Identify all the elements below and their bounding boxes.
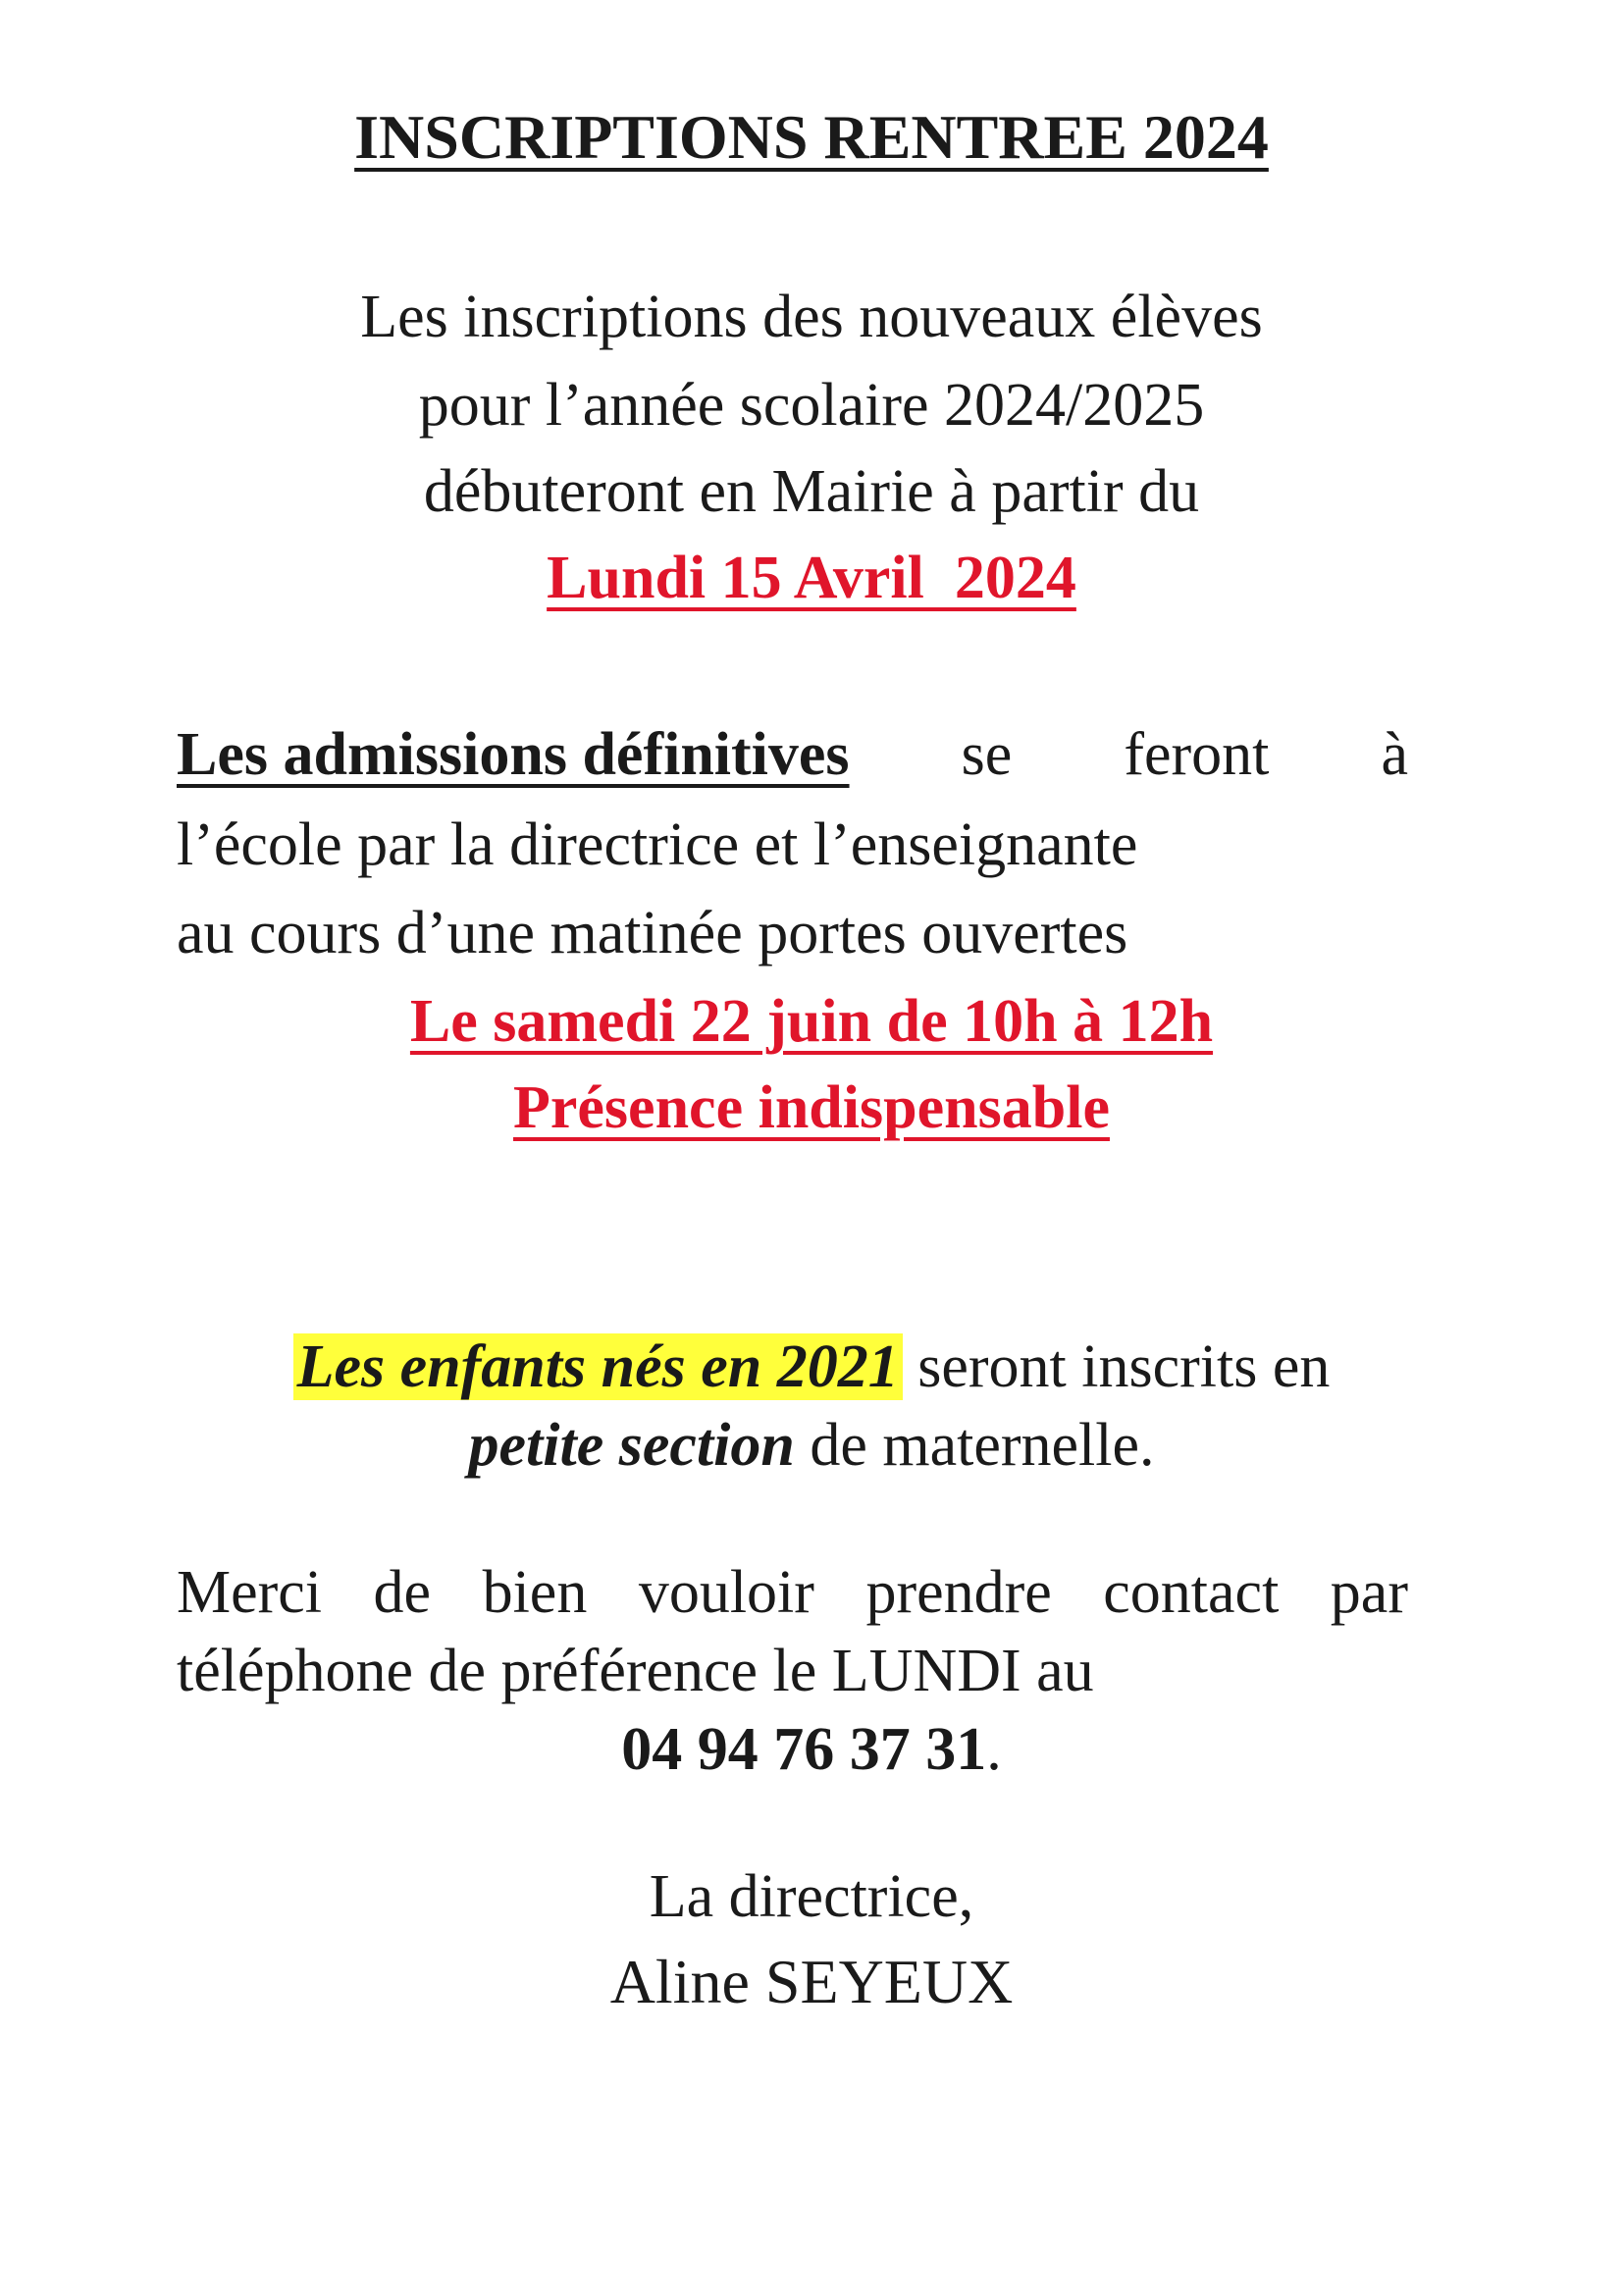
contact-word: de (373, 1559, 432, 1626)
children-line-2 (0, 1412, 1623, 1479)
contact-word: bien (482, 1559, 588, 1626)
signature-role: La directrice, (649, 1863, 974, 1930)
contact-word: contact (1103, 1559, 1280, 1626)
contact-word: vouloir (638, 1559, 814, 1626)
registration-start-date (0, 545, 1623, 611)
open-day-date (0, 988, 1623, 1055)
children-section: petite section (468, 1412, 795, 1479)
presence-notice (0, 1074, 1623, 1141)
open-day-date-text: Le samedi 22 juin de 10h à 12h (409, 988, 1214, 1055)
contact-word: par (1330, 1559, 1408, 1626)
admissions-lead: Les admissions définitives (177, 721, 850, 788)
children-rest-2: de maternelle. (794, 1412, 1155, 1479)
phone-number: 04 94 76 37 31 (621, 1716, 987, 1783)
contact-line-1 (177, 1559, 1408, 1626)
registration-date-text: Lundi 15 Avril 2024 (547, 545, 1076, 611)
page-title: INSCRIPTIONS RENTREE 2024 (354, 102, 1269, 172)
children-line-1 (0, 1333, 1623, 1400)
phone-suffix: . (986, 1716, 1002, 1783)
admissions-word: se (961, 721, 1013, 788)
admissions-word: feront (1124, 721, 1270, 788)
contact-line-2: téléphone de préférence le LUNDI au (177, 1638, 1094, 1704)
intro-line-2: pour l’année scolaire 2024/2025 (418, 372, 1205, 439)
contact-word: Merci (177, 1559, 323, 1626)
intro-line-3: débuteront en Mairie à partir du (423, 458, 1200, 525)
signature-name: Aline SEYEUX (609, 1947, 1014, 2016)
admissions-word: à (1381, 721, 1408, 788)
children-highlight: Les enfants nés en 2021 (293, 1333, 903, 1400)
children-rest-1: seront inscrits en (902, 1333, 1331, 1400)
contact-word: prendre (865, 1559, 1052, 1626)
admissions-line-3: au cours d’une matinée portes ouvertes (177, 900, 1128, 966)
contact-phone-line (0, 1716, 1623, 1783)
admissions-line-1 (177, 721, 1408, 788)
intro-line-1: Les inscriptions des nouveaux élèves (360, 284, 1263, 350)
admissions-line-2: l’école par la directrice et l’enseignante (177, 811, 1138, 878)
presence-notice-text: Présence indispensable (513, 1074, 1110, 1141)
